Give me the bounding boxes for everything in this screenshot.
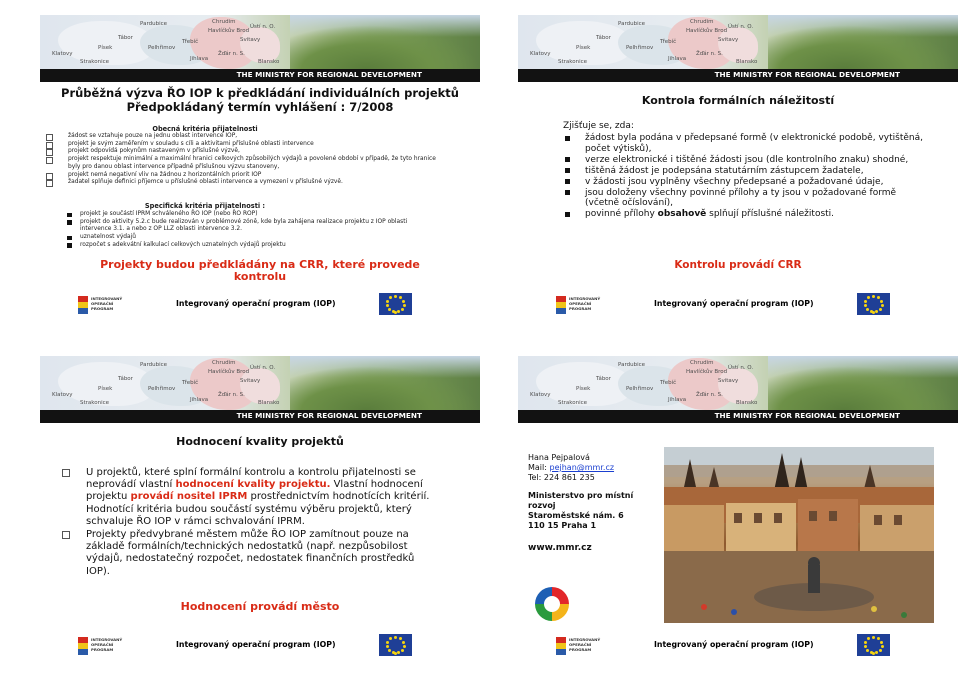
map-town: Chrudim [690,360,714,366]
header-banner [40,356,480,423]
website-link[interactable]: www.mmr.cz [528,543,592,553]
map-town: Strakonice [80,59,110,65]
map-town: Tábor [596,376,611,382]
list-item: projekt odpovídá pokynům nastaveným v příslušné výzvě, [46,148,438,156]
map-town: Svitavy [718,378,739,384]
eu-flag-icon [857,634,890,656]
map-town: Pardubice [140,21,168,27]
map-town: Tábor [118,35,133,41]
slide-title: Hodnocení kvality projektů [176,435,344,448]
map-town: Jihlava [668,397,687,403]
map-town: Blansko [736,400,758,406]
map-town: Svitavy [240,37,261,43]
filled-square-bullet-icon [67,243,72,248]
general-criteria-list [46,133,438,187]
map-town: Písek [576,386,591,392]
ministry-logo-icon [532,584,572,624]
slide-body [62,467,432,579]
map-town: Blansko [258,59,280,65]
filled-square-bullet-icon [565,190,570,195]
map-town: Strakonice [558,59,588,65]
hollow-square-bullet-icon [62,531,70,539]
email-link[interactable]: pejhan@mmr.cz [549,463,615,472]
map-town: Klatovy [530,51,551,57]
map-town: Žďár n. S. [218,392,245,398]
map-town: Tábor [596,35,611,41]
eu-flag-icon [379,634,412,656]
eu-flag-icon [379,293,412,315]
red-note: Projekty budou předkládány na CRR, které provede kontrolu [100,258,420,283]
list-item: žadatel splňuje definici příjemce u příslušné oblasti intervence a vymezení v příslušné výzvě. [46,179,438,187]
red-note: Kontrolu provádí CRR [674,259,802,271]
map-town: Písek [576,45,591,51]
map-town: Havlíčkův Brod [208,369,250,375]
map-town: Havlíčkův Brod [686,28,728,34]
slide-title [40,86,480,114]
address-city: 110 15 Praha 1 [528,521,597,530]
iop-logo: INTEGROVANÝ OPERAČNÍ PROGRAM [78,635,126,657]
map-town: Blansko [258,400,280,406]
filled-square-bullet-icon [565,136,570,141]
contact-phone: Tel: 224 861 235 [528,473,595,482]
red-note: Hodnocení provádí město [180,600,340,613]
footer-program: Integrovaný operační program (IOP) [654,640,814,649]
footer-program: Integrovaný operační program (IOP) [176,640,336,649]
specific-criteria-heading: Specifická kritéria přijatelnosti : [144,202,266,210]
map-town: Strakonice [80,400,110,406]
hollow-square-bullet-icon [46,157,53,164]
map-town: Svitavy [240,378,261,384]
map-town: Ústí n. O. [728,365,754,371]
contact-block [528,453,668,553]
list-item: žádost se vztahuje pouze na jednu oblast intervence IOP, [46,133,438,141]
list-item: projekt je svým zaměřením v souladu s cíli a aktivitami příslušné oblasti intervence [46,141,438,149]
map-town: Jihlava [668,56,687,62]
paragraph: Projekty předvybrané městem může ŘO IOP zamítnout pouze na základě formálních/technických nedostatků (např. nezpůsobilost výdajů, nedostatečný rozpočet, nedostatek finančních prostředků IOP). [62,529,432,578]
list-item: rozpočet s adekvátní kalkulací celkových uznatelných výdajů projektu [46,242,438,250]
map-town: Klatovy [530,392,551,398]
title-line: Předpokládaný termín vyhlášení : 7/2008 [126,100,394,114]
map-town: Pelhřimov [148,45,176,51]
eu-flag-icon [857,293,890,315]
filled-square-bullet-icon [67,220,72,225]
slide-footer [518,631,958,663]
footer-program: Integrovaný operační program (IOP) [176,299,336,308]
header-banner [40,15,480,82]
map-town: Písek [98,45,113,51]
specific-criteria-list [46,211,438,250]
map-town: Tábor [118,376,133,382]
map-town: Žďár n. S. [218,51,245,57]
header-banner [518,356,958,423]
map-town: Jihlava [190,56,209,62]
map-town: Pelhřimov [626,386,654,392]
contact-mail: Mail: pejhan@mmr.cz [528,463,615,472]
map-town: Strakonice [558,400,588,406]
slide-title: Kontrola formálních náležitostí [641,94,835,107]
filled-square-bullet-icon [67,213,72,218]
map-town: Havlíčkův Brod [208,28,250,34]
list-item: uznatelnost výdajů [46,234,438,242]
map-town: Jihlava [190,397,209,403]
banner-caption: THE MINISTRY FOR REGIONAL DEVELOPMENT [236,70,422,79]
map-town: Chrudim [212,360,236,366]
banner-caption: THE MINISTRY FOR REGIONAL DEVELOPMENT [714,411,900,420]
list-item: povinné přílohy obsahově splňují příslušné náležitosti. [563,209,923,220]
organization: Ministerstvo pro místní rozvoj [528,491,634,510]
map-town: Havlíčkův Brod [686,369,728,375]
slide-3 [40,356,480,684]
map-town: Pardubice [140,362,168,368]
list-item: projekt je součástí IPRM schváleného ŘO IOP (nebo ŘO ROP) [46,211,438,219]
map-town: Třebíč [182,380,199,386]
header-banner [518,15,958,82]
title-line: Průběžná výzva ŘO IOP k předkládání individuálních projektů [61,86,459,100]
check-list [563,133,923,220]
list-item: v žádosti jsou vyplněny všechny předepsané a požadované údaje, [563,177,923,188]
map-town: Svitavy [718,37,739,43]
filled-square-bullet-icon [565,212,570,217]
map-town: Klatovy [52,392,73,398]
map-town: Třebíč [660,380,677,386]
iop-logo: INTEGROVANÝ OPERAČNÍ PROGRAM [556,635,604,657]
map-town: Písek [98,386,113,392]
contact-name: Hana Pejpalová [528,453,590,462]
map-town: Ústí n. O. [250,365,276,371]
slide-footer [40,631,480,663]
list-item: projekt do aktivity 5.2.c bude realizován v problémové zóně, kde byla zahájena realizace projektu z IOP oblasti intervence 3.1. a nebo z OP LLZ oblasti intervence 3.2. [46,219,438,234]
map-town: Žďár n. S. [696,51,723,57]
map-town: Chrudim [690,19,714,25]
map-town: Ústí n. O. [250,24,276,30]
slide-2 [518,15,958,343]
slide-4 [518,356,958,684]
filled-square-bullet-icon [565,168,570,173]
iop-logo: INTEGROVANÝ OPERAČNÍ PROGRAM [556,294,604,316]
iop-logo: INTEGROVANÝ OPERAČNÍ PROGRAM [78,294,126,316]
hollow-square-bullet-icon [46,180,53,187]
map-town: Pardubice [618,362,646,368]
banner-caption: THE MINISTRY FOR REGIONAL DEVELOPMENT [714,70,900,79]
list-item: projekt nemá negativní vliv na žádnou z horizontálních priorit IOP [46,172,438,180]
hollow-square-bullet-icon [62,469,70,477]
prague-old-town-photo [664,447,934,623]
slide-1 [40,15,480,343]
filled-square-bullet-icon [565,157,570,162]
general-criteria-heading: Obecná kritéria přijatelnosti [152,125,258,133]
map-town: Ústí n. O. [728,24,754,30]
intro-text: Zjišťuje se, zda: [563,121,634,131]
list-item: projekt respektuje minimální a maximální hranici celkových způsobilých výdajů a povolené období v případě, že tyto hranice byly pro danou oblast intervence případně příslušnou výzvu stanoveny, [46,156,438,171]
map-town: Chrudim [212,19,236,25]
map-town: Žďár n. S. [696,392,723,398]
map-town: Pelhřimov [626,45,654,51]
map-town: Blansko [736,59,758,65]
list-item: jsou doloženy všechny povinné přílohy a ty jsou v požadované formě (včetně očíslování), [563,188,923,210]
list-item: žádost byla podána v předepsané formě (v elektronické podobě, vytištěná, počet výtisků), [563,133,923,155]
filled-square-bullet-icon [67,236,72,241]
map-town: Pardubice [618,21,646,27]
slide-footer [518,290,958,322]
map-town: Klatovy [52,51,73,57]
map-town: Pelhřimov [148,386,176,392]
map-town: Třebíč [182,39,199,45]
paragraph: U projektů, které splní formální kontrolu a kontrolu přijatelnosti se neprovádí vlastní hodnocení kvality projektu. Vlastní hodnocení projektu provádí nositel IPRM prostřednictvím hodnotících kritérií. Hodnotící kritéria budou součástí systému výběru projektů, který schvaluje ŘO IOP v rámci schvalování IPRM. [62,467,432,528]
filled-square-bullet-icon [565,179,570,184]
banner-caption: THE MINISTRY FOR REGIONAL DEVELOPMENT [236,411,422,420]
list-item: tištěná žádost je podepsána statutárním zástupcem žadatele, [563,166,923,177]
list-item: verze elektronické i tištěné žádosti jsou (dle kontrolního znaku) shodné, [563,155,923,166]
address-street: Staroměstské nám. 6 [528,511,624,520]
footer-program: Integrovaný operační program (IOP) [654,299,814,308]
slide-footer [40,290,480,322]
map-town: Třebíč [660,39,677,45]
